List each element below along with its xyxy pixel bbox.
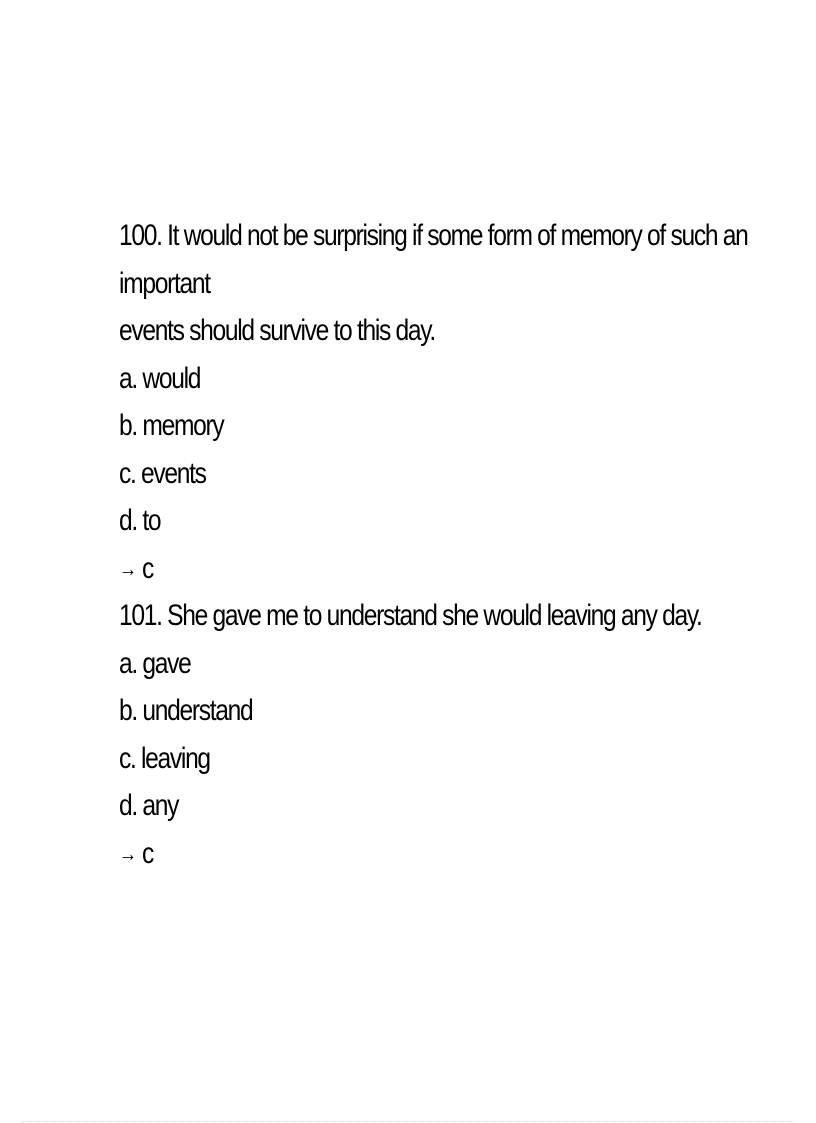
question-stem-line: events should survive to this day. [119,314,435,347]
question-stem-line: important [119,266,210,300]
question-list [119,212,748,877]
question-stem-line: 100. It would not be surprising if some form of memory of such an [119,219,748,252]
option-d: d. any [119,789,179,822]
question-101 [119,592,702,877]
option-b: b. memory [119,409,224,442]
option-b: b. understand [119,694,253,727]
arrow-right-icon: → [119,555,138,581]
answer-value: c [141,551,153,585]
answer-line [119,830,611,878]
option-d: d. to [119,504,161,537]
answer-line [119,545,611,593]
option-c: c. events [119,456,206,490]
page-bottom-divider [22,1121,794,1122]
option-a: a. would [119,361,201,395]
question-stem-line: 101. She gave me to understand she would leaving any day. [119,599,702,632]
answer-value: c [141,836,153,870]
option-c: c. leaving [119,741,210,775]
arrow-right-icon: → [119,840,138,866]
option-a: a. gave [119,646,191,680]
question-100 [119,212,748,592]
